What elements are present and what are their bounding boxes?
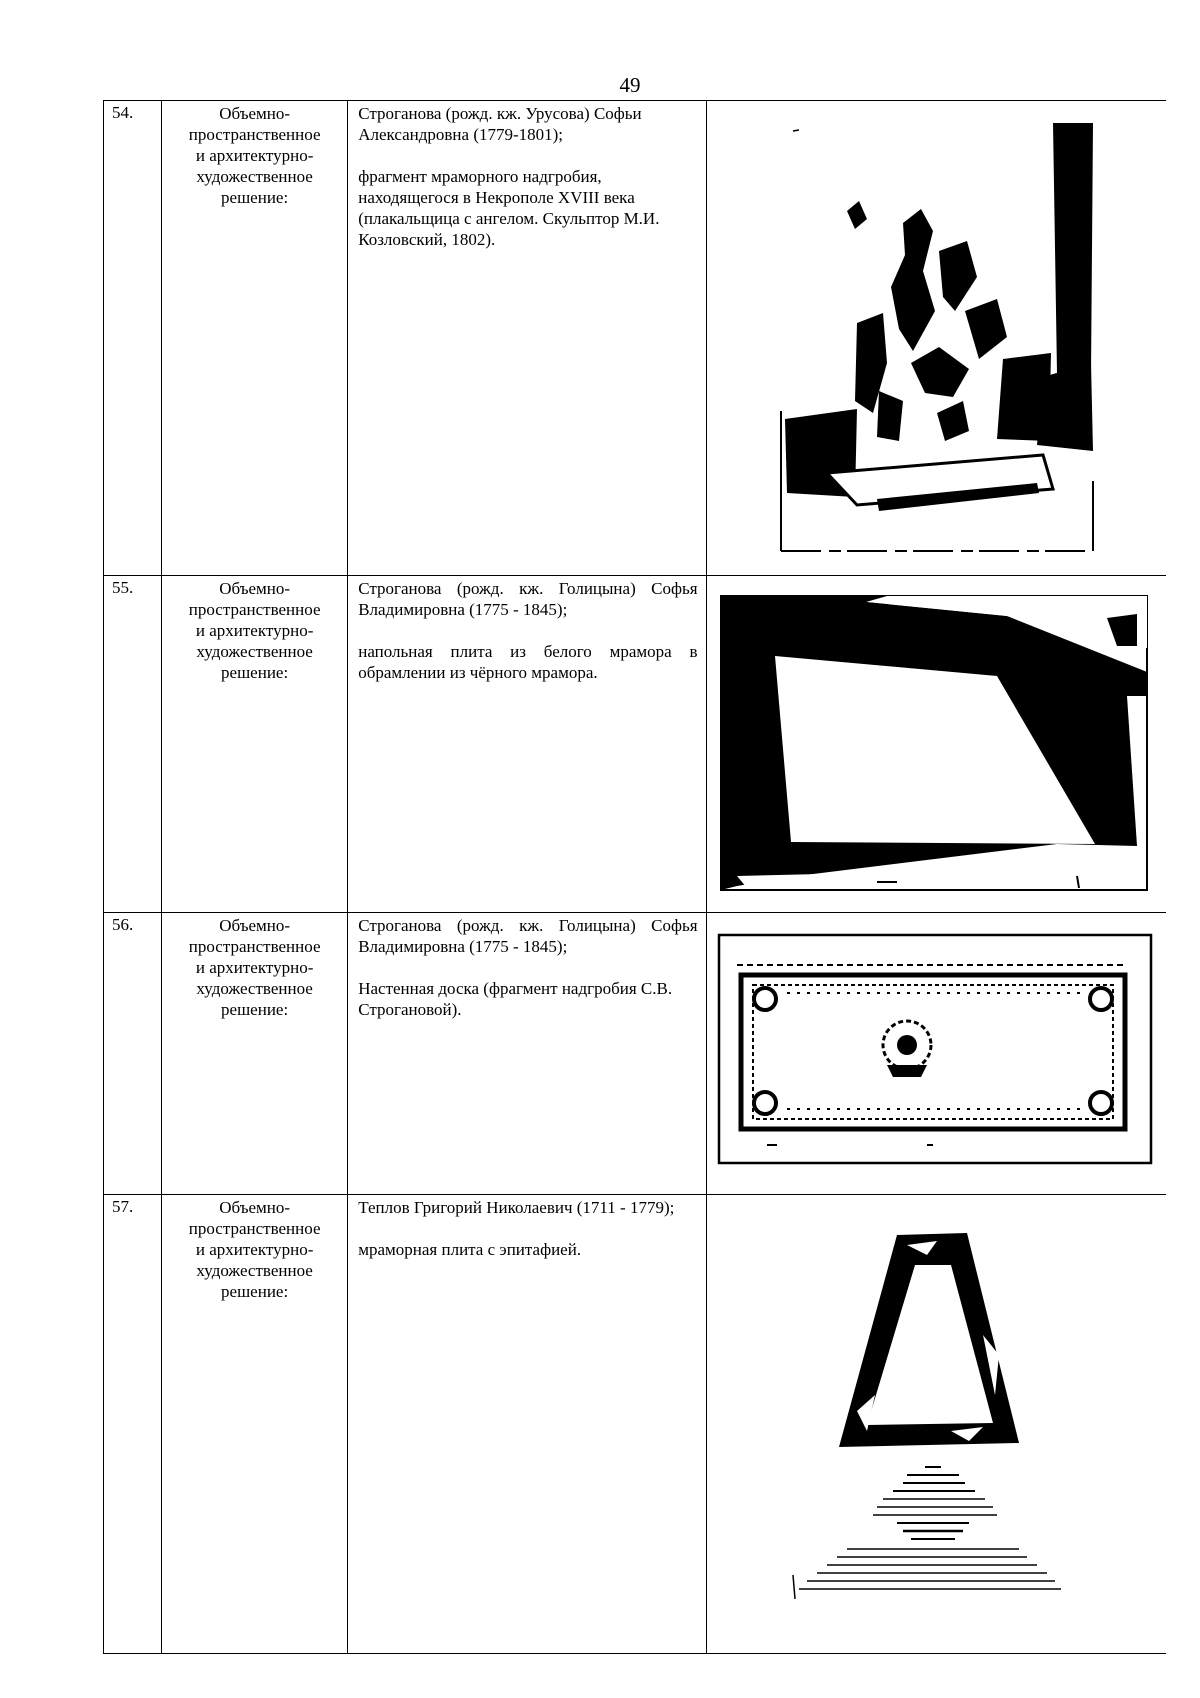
row-number: 55. — [112, 578, 134, 597]
object-details: фрагмент мраморного надгробия, находящегося в Некрополе XVIII века (плакальщица с ангелом. Скульптор М.И. Козловский, 1802). — [358, 167, 660, 249]
object-details: Настенная доска (фрагмент надгробия С.В. Строгановой). — [358, 979, 673, 1019]
row-number-cell — [104, 101, 162, 576]
type-line: и архитектурно- — [195, 958, 314, 977]
description-cell — [348, 576, 706, 913]
type-line: Объемно- — [219, 579, 291, 598]
tombstone-sculpture-photo-icon — [707, 101, 1166, 575]
type-line: пространственное — [188, 600, 321, 619]
row-number-cell — [104, 576, 162, 913]
image-cell — [706, 1195, 1165, 1654]
table-row — [104, 101, 1166, 576]
type-line: пространственное — [188, 1219, 321, 1238]
table-row — [104, 576, 1166, 913]
object-type — [162, 101, 347, 208]
object-description — [348, 913, 705, 1020]
type-line: решение: — [221, 1282, 289, 1301]
image-cell — [706, 101, 1165, 576]
wall-plaque-photo-icon — [707, 913, 1166, 1194]
row-number-cell — [104, 1195, 162, 1654]
object-name: Строганова (рожд. кж. Голицына) Софья Владимировна (1775 - 1845); — [358, 916, 698, 956]
object-type — [162, 576, 347, 683]
object-description — [348, 1195, 705, 1260]
type-line: художественное — [196, 979, 313, 998]
object-description — [348, 576, 705, 683]
type-line: решение: — [221, 1000, 289, 1019]
floor-slab-photo-icon — [707, 576, 1166, 912]
image-cell — [706, 576, 1165, 913]
object-details: напольная плита из белого мрамора в обрамлении из чёрного мрамора. — [358, 642, 698, 682]
description-cell — [348, 101, 706, 576]
type-line: пространственное — [188, 125, 321, 144]
monuments-table — [103, 100, 1166, 1654]
description-cell — [348, 913, 706, 1195]
type-line: и архитектурно- — [195, 1240, 314, 1259]
type-line: решение: — [221, 188, 289, 207]
type-line: Объемно- — [219, 916, 291, 935]
table-row — [104, 913, 1166, 1195]
type-line: художественное — [196, 642, 313, 661]
row-number-cell — [104, 913, 162, 1195]
type-line: и архитектурно- — [195, 146, 314, 165]
row-number: 57. — [112, 1197, 134, 1216]
type-line: пространственное — [188, 937, 321, 956]
type-cell — [162, 101, 348, 576]
page-number: 49 — [619, 73, 641, 97]
object-type — [162, 1195, 347, 1302]
description-cell — [348, 1195, 706, 1654]
object-name: Строганова (рожд. кж. Голицына) Софья Владимировна (1775 - 1845); — [358, 579, 698, 619]
type-line: и архитектурно- — [195, 621, 314, 640]
type-cell — [162, 1195, 348, 1654]
type-line: Объемно- — [219, 1198, 291, 1217]
object-details: мраморная плита с эпитафией. — [358, 1240, 582, 1259]
row-number: 54. — [112, 103, 134, 122]
image-cell — [706, 913, 1165, 1195]
row-number: 56. — [112, 915, 134, 934]
object-name: Теплов Григорий Николаевич (1711 - 1779); — [358, 1198, 675, 1217]
epitaph-slab-photo-icon — [707, 1195, 1166, 1653]
object-type — [162, 913, 347, 1020]
object-description — [348, 101, 705, 250]
type-cell — [162, 913, 348, 1195]
type-line: решение: — [221, 663, 289, 682]
type-line: Объемно- — [219, 104, 291, 123]
type-line: художественное — [196, 167, 313, 186]
table-row — [104, 1195, 1166, 1654]
type-line: художественное — [196, 1261, 313, 1280]
object-name: Строганова (рожд. кж. Урусова) Софьи Александровна (1779-1801); — [358, 104, 642, 144]
type-cell — [162, 576, 348, 913]
